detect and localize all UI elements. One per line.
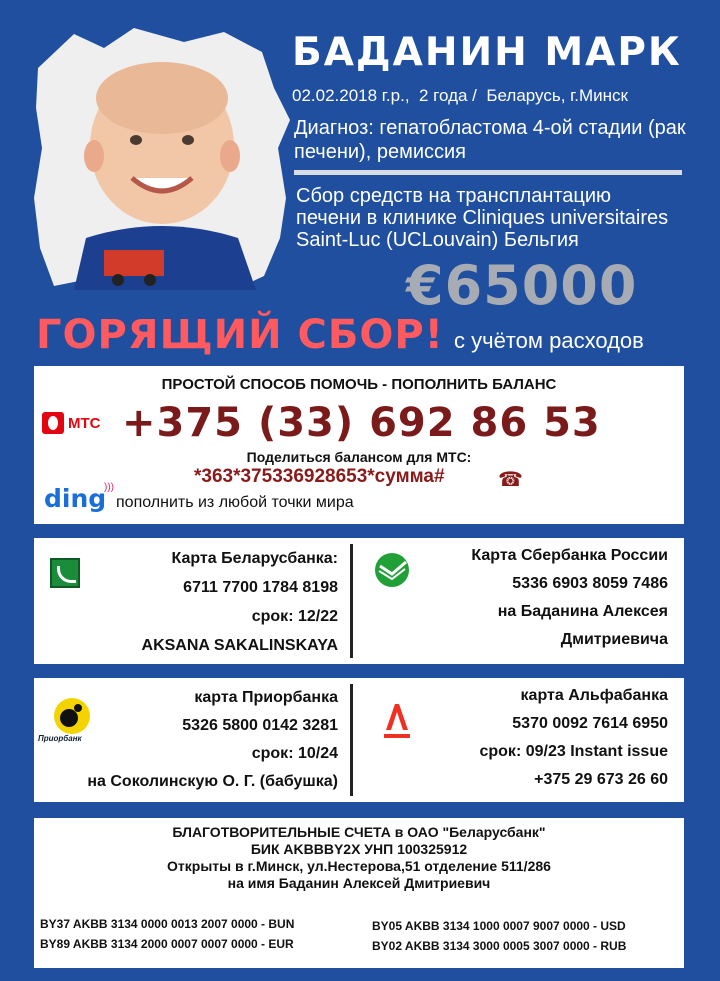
accounts-holder: на имя Баданин Алексей Дмитриевич: [227, 875, 491, 891]
column-divider: [350, 684, 353, 796]
sberbank-title: Карта Сбербанка России: [471, 547, 668, 564]
ding-description: пополнить из любой точки мира: [116, 494, 354, 511]
phone-handset-icon: ☎: [498, 469, 523, 491]
priorbank-card: [34, 684, 338, 796]
accounts-bik: БИК AKBBBY2X УНП 100325912: [250, 841, 468, 857]
belarusbank-card: [34, 544, 338, 660]
accounts-branch: Открыты в г.Минск, ул.Нестерова,51 отделение 511/286: [167, 858, 551, 874]
alfabank-card: [364, 682, 668, 794]
sberbank-number[interactable]: 5336 6903 8059 7486: [512, 575, 668, 592]
mts-egg-icon: [42, 412, 64, 434]
priorbank-logo-text: Приорбанк: [38, 734, 82, 743]
expenses-note: с учётом расходов: [454, 328, 644, 353]
child-photo: [34, 28, 290, 290]
account-rub[interactable]: BY02 AKBB 3134 3000 0005 3007 0000 - RUB: [372, 939, 627, 953]
mts-phone-number[interactable]: +375 (33) 692 86 53: [122, 400, 601, 446]
column-divider: [350, 544, 353, 658]
target-amount: €65000: [406, 254, 638, 317]
accounts-header: [34, 824, 684, 892]
charity-accounts-panel: [34, 818, 684, 968]
priorbank-title: карта Приорбанка: [194, 689, 338, 706]
fundraising-purpose: Сбор средств на трансплантацию печени в клинике Cliniques universitaires Saint-Luc (UCLouvain) Бельгия: [296, 185, 669, 251]
mts-logo-text: МТС: [68, 414, 101, 432]
mts-headline: ПРОСТОЙ СПОСОБ ПОМОЧЬ - ПОПОЛНИТЬ БАЛАНС: [161, 376, 557, 393]
sberbank-holder-line2: Дмитриевича: [560, 631, 668, 648]
accounts-left: [40, 914, 294, 954]
cards-panel-top: [34, 538, 684, 664]
child-name: БАДАНИН МАРК: [292, 30, 682, 75]
accounts-right: [372, 916, 626, 956]
child-photo-illustration: [34, 28, 290, 290]
alfabank-phone[interactable]: +375 29 673 26 60: [534, 771, 668, 788]
birth-date-location: 02.02.2018 г.р., 2 года / Беларусь, г.Минск: [292, 86, 628, 105]
sberbank-holder-line1: на Баданина Алексея: [497, 603, 668, 620]
belarusbank-number[interactable]: 6711 7700 1784 8198: [183, 579, 338, 596]
priorbank-expiry: срок: 10/24: [251, 745, 338, 762]
account-bun[interactable]: BY37 AKBB 3134 0000 0013 2007 0000 - BUN: [40, 917, 295, 931]
ussd-code[interactable]: *363*375336928653*сумма#: [194, 466, 445, 487]
alfabank-title: карта Альфабанка: [520, 687, 668, 704]
priorbank-number[interactable]: 5326 5800 0142 3281: [182, 717, 338, 734]
account-eur[interactable]: BY89 AKBB 3134 2000 0007 0007 0000 - EUR: [40, 937, 294, 951]
ding-signal-icon: ))): [104, 482, 114, 493]
cards-panel-bottom: [34, 678, 684, 802]
accounts-title: БЛАГОТВОРИТЕЛЬНЫЕ СЧЕТА в ОАО "Беларусбанк": [172, 824, 546, 840]
belarusbank-holder: AKSANA SAKALINSKAYA: [141, 637, 338, 654]
belarusbank-title: Карта Беларусбанка:: [171, 550, 338, 567]
alfabank-number[interactable]: 5370 0092 7614 6950: [512, 715, 668, 732]
priorbank-holder: на Соколинскую О. Г. (бабушка): [87, 773, 338, 790]
ding-logo: ding: [44, 484, 107, 513]
belarusbank-expiry: срок: 12/22: [251, 608, 338, 625]
urgent-label: ГОРЯЩИЙ СБОР!: [36, 312, 444, 358]
alfabank-expiry: срок: 09/23 Instant issue: [479, 743, 668, 760]
account-usd[interactable]: BY05 AKBB 3134 1000 0007 9007 0000 - USD: [372, 919, 626, 933]
mts-panel: [34, 366, 684, 524]
share-balance-label: Поделиться балансом для МТС:: [246, 449, 472, 465]
header-divider: [294, 170, 682, 175]
mts-logo: [42, 412, 101, 434]
diagnosis: Диагноз: гепатобластома 4-ой стадии (рак печени), ремиссия: [294, 117, 686, 163]
sberbank-card: [364, 542, 668, 654]
